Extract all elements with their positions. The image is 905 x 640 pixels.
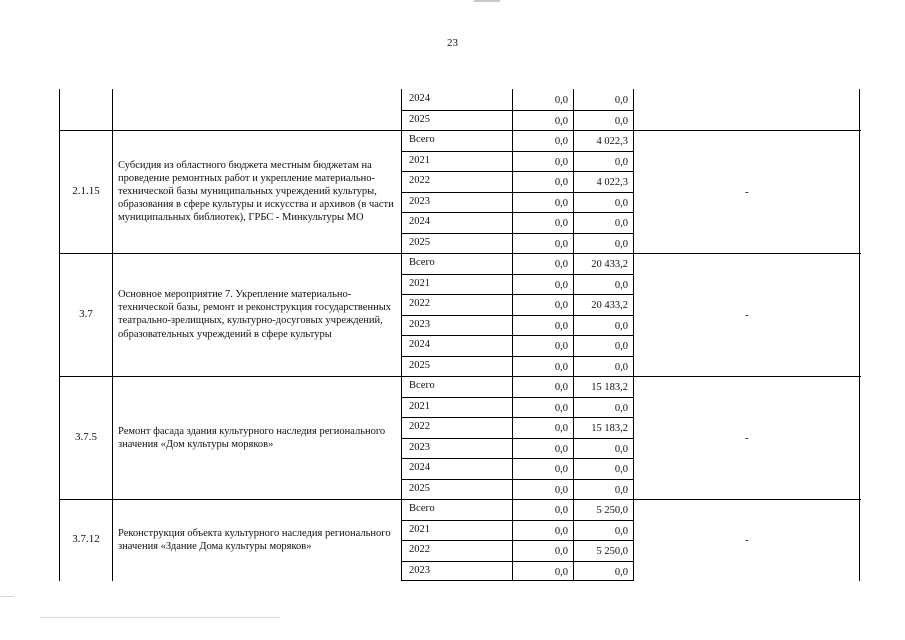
- year-cell: 2021: [409, 523, 430, 535]
- row-rule: [60, 253, 861, 254]
- value-cell-2: 20 433,2: [591, 259, 628, 270]
- value-cell-1: 0,0: [554, 136, 568, 147]
- section-description: Ремонт фасада здания культурного наследия регионального значения «Дом культуры моряков»: [118, 425, 386, 450]
- row-rule: [401, 540, 633, 541]
- value-cell-2: 0,0: [614, 484, 628, 496]
- year-cell: Всего: [409, 134, 435, 145]
- column-rule: [633, 89, 634, 581]
- value-cell-1: 0,0: [554, 95, 568, 106]
- row-rule: [401, 417, 633, 418]
- value-cell-1: 0,0: [554, 177, 568, 188]
- section-note: -: [745, 185, 749, 198]
- value-cell-2: 0,0: [614, 115, 628, 127]
- value-cell-1: 0,0: [554, 361, 568, 373]
- value-cell-1: 0,0: [554, 382, 568, 393]
- year-cell: 2021: [409, 400, 430, 412]
- row-rule: [401, 171, 633, 172]
- row-rule: [401, 274, 633, 275]
- section-description: Основное мероприятие 7. Укрепление материально-технической базы, ремонт и реконструкция государственных театрально-зрелищных, культурно-досуговых учреждений, образовательных учреждений в сфере культуры: [118, 289, 392, 340]
- row-rule: [401, 479, 633, 480]
- row-rule: [401, 110, 633, 111]
- column-rule: [112, 89, 113, 581]
- value-cell-2: 4 022,3: [596, 136, 628, 147]
- row-rule: [401, 520, 633, 521]
- year-cell: 2022: [409, 298, 430, 309]
- section-note: -: [745, 534, 749, 546]
- value-cell-1: 0,0: [554, 341, 568, 352]
- value-cell-1: 0,0: [554, 443, 568, 455]
- value-cell-2: 0,0: [614, 566, 628, 578]
- section-code: 2.1.15: [72, 184, 100, 197]
- row-rule: [401, 580, 633, 581]
- section-note: -: [745, 308, 749, 321]
- section-note: -: [745, 431, 749, 444]
- value-cell-1: 0,0: [554, 156, 568, 168]
- value-cell-1: 0,0: [554, 546, 568, 557]
- value-cell-1: 0,0: [554, 464, 568, 475]
- section-description: Субсидия из областного бюджета местным бюджетам на проведение ремонтных работ и укрепление материально-технической базы муниципальных учреждений культуры, образования в сфере культуры и искусства и архивов (в части муниципальных библиотек), ГРБС - Минкультуры МО: [118, 159, 394, 224]
- row-rule: [401, 294, 633, 295]
- row-rule: [60, 376, 861, 377]
- value-cell-2: 0,0: [614, 443, 628, 455]
- row-rule: [401, 212, 633, 213]
- value-cell-2: 0,0: [614, 341, 628, 352]
- section-code: 3.7.12: [72, 533, 100, 545]
- year-cell: Всего: [409, 503, 435, 514]
- section-code: 3.7: [79, 307, 93, 320]
- row-rule: [401, 561, 633, 562]
- year-cell: 2024: [409, 216, 430, 227]
- page-number: 23: [447, 37, 458, 49]
- value-cell-2: 0,0: [614, 218, 628, 229]
- year-cell: 2021: [409, 277, 430, 289]
- budget-table: [59, 89, 860, 581]
- row-rule: [401, 192, 633, 193]
- year-cell: 2024: [409, 462, 430, 473]
- value-cell-1: 0,0: [554, 279, 568, 291]
- year-cell: 2023: [409, 318, 430, 330]
- year-cell: 2025: [409, 359, 430, 371]
- year-cell: 2022: [409, 175, 430, 186]
- year-cell: 2024: [409, 339, 430, 350]
- value-cell-2: 0,0: [614, 361, 628, 373]
- scan-speck: [40, 617, 280, 618]
- value-cell-1: 0,0: [554, 300, 568, 311]
- year-cell: 2025: [409, 236, 430, 248]
- year-cell: 2025: [409, 482, 430, 494]
- year-cell: 2023: [409, 441, 430, 453]
- value-cell-2: 15 183,2: [591, 423, 628, 434]
- year-cell: 2022: [409, 421, 430, 432]
- value-cell-1: 0,0: [554, 566, 568, 578]
- section-description: Реконструкция объекта культурного наследия регионального значения «Здание Дома культуры моряков»: [118, 528, 391, 553]
- row-rule: [401, 335, 633, 336]
- year-cell: 2024: [409, 93, 430, 104]
- row-rule: [60, 130, 861, 131]
- year-cell: 2022: [409, 544, 430, 555]
- year-cell: 2023: [409, 195, 430, 207]
- value-cell-1: 0,0: [554, 218, 568, 229]
- row-rule: [401, 438, 633, 439]
- value-cell-1: 0,0: [554, 525, 568, 537]
- year-cell: 2025: [409, 113, 430, 125]
- section-code: 3.7.5: [75, 430, 97, 443]
- row-rule: [401, 458, 633, 459]
- value-cell-1: 0,0: [554, 259, 568, 270]
- value-cell-2: 5 250,0: [596, 505, 628, 516]
- value-cell-2: 0,0: [614, 197, 628, 209]
- value-cell-1: 0,0: [554, 238, 568, 250]
- value-cell-1: 0,0: [554, 197, 568, 209]
- row-rule: [401, 397, 633, 398]
- value-cell-1: 0,0: [554, 505, 568, 516]
- value-cell-1: 0,0: [554, 320, 568, 332]
- value-cell-2: 0,0: [614, 238, 628, 250]
- value-cell-2: 0,0: [614, 279, 628, 291]
- value-cell-2: 0,0: [614, 464, 628, 475]
- value-cell-1: 0,0: [554, 402, 568, 414]
- year-cell: 2021: [409, 154, 430, 166]
- row-rule: [401, 356, 633, 357]
- value-cell-2: 5 250,0: [596, 546, 628, 557]
- value-cell-2: 4 022,3: [596, 177, 628, 188]
- value-cell-2: 15 183,2: [591, 382, 628, 393]
- scan-speck: [0, 596, 14, 597]
- row-rule: [401, 151, 633, 152]
- value-cell-1: 0,0: [554, 484, 568, 496]
- row-rule: [60, 499, 861, 500]
- row-rule: [401, 233, 633, 234]
- scan-mark: [474, 0, 500, 2]
- value-cell-2: 20 433,2: [591, 300, 628, 311]
- value-cell-2: 0,0: [614, 320, 628, 332]
- value-cell-1: 0,0: [554, 115, 568, 127]
- year-cell: Всего: [409, 380, 435, 391]
- value-cell-2: 0,0: [614, 402, 628, 414]
- year-cell: 2023: [409, 564, 430, 576]
- value-cell-2: 0,0: [614, 95, 628, 106]
- row-rule: [401, 315, 633, 316]
- value-cell-1: 0,0: [554, 423, 568, 434]
- value-cell-2: 0,0: [614, 525, 628, 537]
- year-cell: Всего: [409, 257, 435, 268]
- value-cell-2: 0,0: [614, 156, 628, 168]
